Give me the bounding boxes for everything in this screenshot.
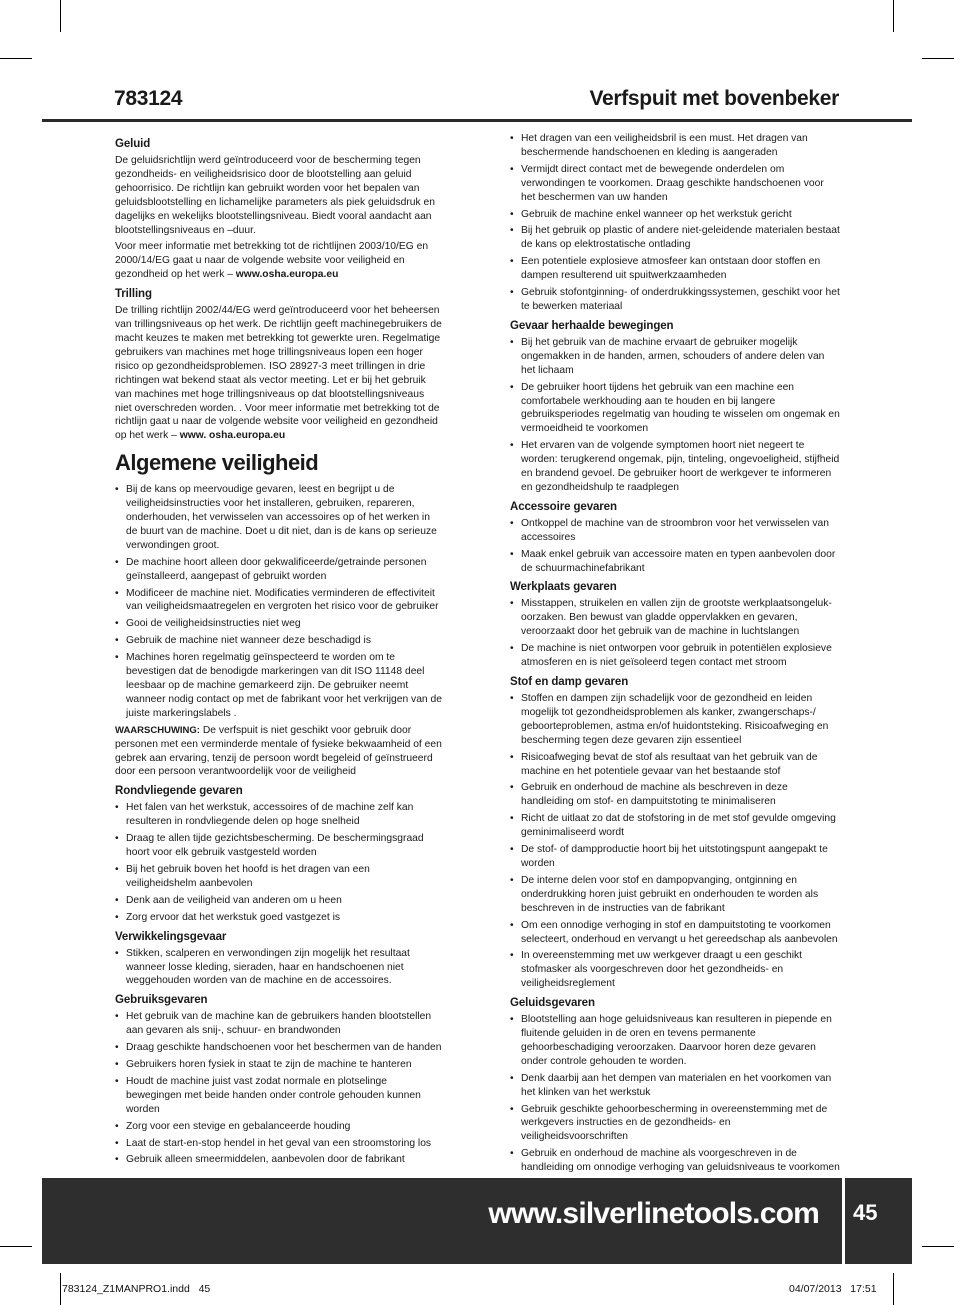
list-item: • Het gebruik van de machine kan de gebruikers handen blootstellen aan gevaren als snij-, schuur- en brandwonden bbox=[115, 1010, 443, 1038]
section-heading-gebruiks: Gebruiksgevaren bbox=[115, 994, 208, 1007]
warning-text: De verfspuit is niet geschikt voor gebruik door personen met een verminderde mentale of fysieke bekwaamheid of een gebrek aan ervaring, tenzij de persoon wordt begeleid of geïnstrueerd door een persoon verantwoordelijk voor de veiligheid bbox=[115, 724, 442, 778]
crop-mark bbox=[0, 58, 32, 59]
list-item: • Gebruik de machine niet wanneer deze beschadigd is bbox=[115, 634, 443, 648]
paragraph-text: De trilling richtlijn 2002/44/EG werd geïntroduceerd voor het beheersen van trillingsniveaus op het werk. De richtlijn geeft machinegebruikers de macht keuzes te maken met betrekking tot gewerkte uren. Regelmatige gebruikers van machines met hoge trillingsniveaus lopen een hoger risico op gezondheidsproblemen. ISO 28927-3 meet trillingen in drie richtingen wat bekend staat als vector meeting. Let er bij het gebruik van machines met hoge trillingsniveaus op dat blootstellingsniveaus niet overschreden worden. . Voor meer informatie met betrekking tot de richtlijn gaat u naar de volgende website voor veiligheid en gezondheid op het werk – bbox=[115, 305, 442, 442]
list-item: • Het dragen van een veiligheidsbril is een must. Het dragen van beschermende handschoenen en kleding is aangeraden bbox=[510, 132, 840, 160]
list-item: • Risicoafweging bevat de stof als resultaat van het gebruik van de machine en het potentiele gevaar van het bestaande stof bbox=[510, 751, 840, 779]
osha-link[interactable]: www.osha.europa.eu bbox=[235, 269, 339, 281]
crop-mark bbox=[922, 58, 954, 59]
page-number: 45 bbox=[853, 1200, 878, 1225]
bullet-list bbox=[510, 692, 840, 991]
bullet-list bbox=[510, 517, 840, 576]
list-item: • Richt de uitlaat zo dat de stofstoring in de met stof gevulde omgeving geminimaliseerd wordt bbox=[510, 812, 840, 840]
list-item: • Bij het gebruik van de machine ervaart de gebruiker mogelijk ongemakken in de handen, armen, schouders of andere delen van het lichaam bbox=[510, 336, 840, 378]
product-code: 783124 bbox=[114, 87, 183, 110]
slug-date: 04/07/2013 17:51 bbox=[789, 1283, 877, 1295]
bullet-list bbox=[115, 1010, 443, 1167]
bullet-list bbox=[510, 1013, 840, 1175]
bullet-list bbox=[115, 947, 443, 989]
list-item: • Modificeer de machine niet. Modificaties verminderen de effectiviteit van veiligheidsmaatregelen en vergroten het risico voor de gebruiker bbox=[115, 587, 443, 615]
list-item: • Gebruik stofontginning- of onderdrukkingssystemen, geschikt voor het te bewerken materiaal bbox=[510, 286, 840, 314]
warning-paragraph bbox=[115, 724, 443, 780]
section-heading-trilling: Trilling bbox=[115, 288, 152, 301]
crop-mark bbox=[60, 0, 61, 32]
section-heading-rondvliegende: Rondvliegende gevaren bbox=[115, 785, 243, 798]
section-heading-verwikkelings: Verwikkelingsgevaar bbox=[115, 930, 227, 943]
list-item: • De stof- of dampproductie hoort bij het uitstotingspunt aangepakt te worden bbox=[510, 843, 840, 871]
section-heading-werkplaats: Werkplaats gevaren bbox=[510, 581, 617, 594]
list-item: • Vermijdt direct contact met de bewegende onderdelen om verwondingen te voorkomen. Draag geschikte handschoenen voor het beschermen van uw handen bbox=[510, 163, 840, 205]
list-item: • Het falen van het werkstuk, accessoires of de machine zelf kan resulteren in rondvliegende delen op hoge snelheid bbox=[115, 801, 443, 829]
list-item: • Bij het gebruik boven het hoofd is het dragen van een veiligheidshelm aanbevolen bbox=[115, 863, 443, 891]
list-item: • Zorg voor een stevige en gebalanceerde houding bbox=[115, 1120, 443, 1134]
crop-mark bbox=[922, 1246, 954, 1247]
list-item: • Gebruik geschikte gehoorbescherming in overeenstemming met de werkgevers instructies en de gezondheids- en veiligheidsvoorschriften bbox=[510, 1103, 840, 1145]
list-item: • Laat de start-en-stop hendel in het geval van een stroomstoring los bbox=[115, 1137, 443, 1151]
list-item: • Gebruik alleen smeermiddelen, aanbevolen door de fabrikant bbox=[115, 1153, 443, 1167]
paragraph: De geluidsrichtlijn werd geïntroduceerd voor de bescherming tegen gezondheids- en veiligheidsrisico door de blootstelling aan geluid gehoorrisico. De richtlijn kan gebruikt worden voor het bepalen van geluidsblootstelling en lichamelijke parameters als piek geluidsdruk en dagelijks en wekelijks blootstellingsniveau. Biedt vooral aandacht aan blootstellingsniveaus en –duur. bbox=[115, 155, 435, 236]
website-url[interactable]: www.silverlinetools.com bbox=[488, 1197, 819, 1230]
left-column bbox=[115, 132, 443, 1170]
bullet-list bbox=[115, 483, 443, 721]
list-item: • Ontkoppel de machine van de stroombron voor het verwisselen van accessoires bbox=[510, 517, 840, 545]
list-item: • Gebruikers horen fysiek in staat te zijn de machine te hanteren bbox=[115, 1058, 443, 1072]
list-item: • Stoffen en dampen zijn schadelijk voor de gezondheid en leiden mogelijk tot gezondheidsproblemen als kanker, zwangerschaps-/ geboorteproblemen, astma en/of huidontsteking. Risicoafweging en bescherming tegen deze gevaren zijn essentieel bbox=[510, 692, 840, 748]
crop-mark bbox=[893, 0, 894, 32]
list-item: • De gebruiker hoort tijdens het gebruik van een machine een comfortabele werkhouding aan te houden en bij langere gebruiksperiodes regelmatig van houding te wisselen om ongemak en vermoeidheid te voorkomen bbox=[510, 381, 840, 437]
page-title: Verfspuit met bovenbeker bbox=[589, 87, 839, 110]
paragraph bbox=[115, 304, 443, 443]
warning-label: WAARSCHUWING: bbox=[115, 724, 200, 736]
list-item: • Bij de kans op meervoudige gevaren, leest en begrijpt u de veiligheidsinstructies voor het installeren, gebruiken, repareren, onderhouden, het verwisselen van accessoires op of het werken in de buurt van de machine. Doet u dit niet, dan is de kans op serieuze verwondingen groot. bbox=[115, 483, 443, 553]
header-rule bbox=[42, 119, 912, 122]
section-title-algemene-veiligheid: Algemene veiligheid bbox=[115, 450, 319, 476]
section-heading-geluids: Geluidsgevaren bbox=[510, 997, 595, 1010]
list-item: • De interne delen voor stof en dampopvanging, ontginning en onderdrukking horen juist gebruikt en onderhouden te worden als beschreven in de instructies van de fabrikant bbox=[510, 874, 840, 916]
list-item: • Houdt de machine juist vast zodat normale en plotselinge bewegingen met beide handen onder controle gehouden kunnen worden bbox=[115, 1075, 443, 1117]
list-item: • Bij het gebruik op plastic of andere niet-geleidende materialen bestaat de kans op elektrostatische ontlading bbox=[510, 224, 840, 252]
list-item: • Denk daarbij aan het dempen van materialen en het voorkomen van het klinken van het werkstuk bbox=[510, 1072, 840, 1100]
slug-file: 783124_Z1MANPRO1.indd 45 bbox=[62, 1283, 211, 1295]
bullet-list bbox=[510, 597, 840, 670]
list-item: • Een potentiele explosieve atmosfeer kan ontstaan door stoffen en dampen resulterend uit spuitwerkzaamheden bbox=[510, 255, 840, 283]
bullet-list bbox=[510, 132, 840, 314]
crop-mark bbox=[60, 1273, 61, 1305]
paragraph-text: Voor meer informatie met betrekking tot de richtlijnen 2003/10/EG en 2000/14/EG gaat u naar de volgende website voor veiligheid en gezondheid op het werk – bbox=[115, 241, 429, 281]
list-item: • Draag geschikte handschoenen voor het beschermen van de handen bbox=[115, 1041, 443, 1055]
list-item: • Denk aan de veiligheid van anderen om u heen bbox=[115, 894, 443, 908]
list-item: • Gooi de veiligheidsinstructies niet weg bbox=[115, 617, 443, 631]
list-item: • Om een onnodige verhoging in stof en dampuitstoting te voorkomen selecteert, onderhoud en vervangt u het gereedschap als aanbevolen bbox=[510, 919, 840, 947]
list-item: • Draag te allen tijde gezichtsbescherming. De beschermingsgraad hoort voor elk gebruik vastgesteld worden bbox=[115, 832, 443, 860]
list-item: • De machine hoort alleen door gekwalificeerde/getrainde personen geïnstalleerd, aangepast of gebruikt worden bbox=[115, 556, 443, 584]
list-item: • Het ervaren van de volgende symptomen hoort niet negeert te worden: terugkerend ongemak, pijn, tinteling, ongevoeligheid, stijfheid en brandend gevoel. De gebruiker hoort de werkgever te informeren en gezondheidshulp te raadplegen bbox=[510, 439, 840, 495]
list-item: • Zorg ervoor dat het werkstuk goed vastgezet is bbox=[115, 911, 443, 925]
list-item: • Maak enkel gebruik van accessoire maten en typen aanbevolen door de schuurmachinefabrikant bbox=[510, 548, 840, 576]
right-column bbox=[510, 132, 840, 1178]
list-item: • Gebruik en onderhoud de machine als beschreven in deze handleiding om stof- en dampuitstoting te minimaliseren bbox=[510, 781, 840, 809]
bullet-list bbox=[510, 336, 840, 495]
list-item: • In overeenstemming met uw werkgever draagt u een geschikt stofmasker als voorgeschreven door het gezondheids- en veiligheidsreglement bbox=[510, 949, 840, 991]
list-item: • Misstappen, struikelen en vallen zijn de grootste werkplaatsongeluk-oorzaken. Ben bewust van gladde oppervlakken en gevaren, veroorzaakt door het gebruik van de machine in luchtslangen bbox=[510, 597, 840, 639]
crop-mark bbox=[0, 1246, 32, 1247]
list-item: • Stikken, scalperen en verwondingen zijn mogelijk het resultaat wanneer losse kleding, sieraden, haar en handschoenen niet weggehouden worden van de machine en de accessoires. bbox=[115, 947, 443, 989]
list-item: • Gebruik de machine enkel wanneer op het werkstuk gericht bbox=[510, 208, 840, 222]
section-heading-geluid: Geluid bbox=[115, 138, 151, 150]
list-item: • Blootstelling aan hoge geluidsniveaus kan resulteren in piepende en fluitende geluiden in de oren en tevens permanente gehoorbeschadiging veroorzaken. Daarvoor horen deze gevaren onder controle gehouden te worden. bbox=[510, 1013, 840, 1069]
bullet-list bbox=[115, 801, 443, 924]
list-item: • Machines horen regelmatig geïnspecteerd te worden om te bevestigen dat de benodigde markeringen van dit ISO 11148 deel leesbaar op de machine gemarkeerd zijn. De gebruiker neemt wanneer nodig contact op met de fabrikant voor het verkrijgen van de juiste markeringslabels . bbox=[115, 651, 443, 721]
osha-link[interactable]: www. osha.europa.eu bbox=[179, 430, 286, 442]
section-heading-stof: Stof en damp gevaren bbox=[510, 676, 629, 688]
paragraph bbox=[115, 240, 443, 282]
section-heading-accessoire: Accessoire gevaren bbox=[510, 500, 617, 513]
crop-mark bbox=[893, 1273, 894, 1305]
section-heading-herhaalde: Gevaar herhaalde bewegingen bbox=[510, 319, 674, 332]
list-item: • De machine is niet ontworpen voor gebruik in potentiëlen explosieve atmosferen en is niet geïsoleerd tegen contact met stroom bbox=[510, 642, 840, 670]
list-item: • Gebruik en onderhoud de machine als voorgeschreven in de handleiding om onnodige verhoging van geluidsniveaus te voorkomen bbox=[510, 1147, 840, 1175]
